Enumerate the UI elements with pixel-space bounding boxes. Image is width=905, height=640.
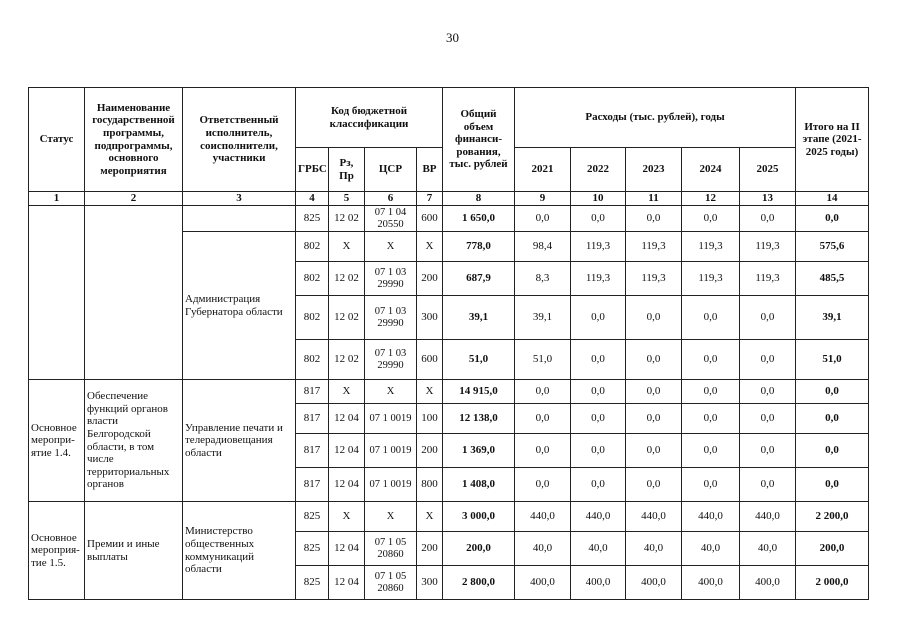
header-expenses: Расходы (тыс. рублей), годы [515,88,796,148]
column-number-12: 12 [682,192,740,206]
cell-year-2024: 0,0 [682,468,740,502]
cell-year-2024: 400,0 [682,566,740,600]
row-responsible: Управление печати и телерадиовещания области [183,380,296,502]
cell-csr: 07 1 03 29990 [365,340,417,380]
cell-year-2025: 0,0 [740,434,796,468]
cell-year-2022: 440,0 [571,502,626,532]
cell-total: 778,0 [443,232,515,262]
cell-year-2022: 119,3 [571,232,626,262]
cell-grbs: 825 [296,502,329,532]
table-body [29,192,869,600]
cell-vr: 200 [417,262,443,296]
cell-year-2023: 0,0 [626,380,682,404]
row-status: Основное меропри-ятие 1.4. [29,380,85,502]
cell-csr: 07 1 05 20860 [365,532,417,566]
cell-grbs: 825 [296,532,329,566]
cell-stage-total: 51,0 [796,340,869,380]
cell-year-2022: 119,3 [571,262,626,296]
row-name [85,206,183,380]
column-number-10: 10 [571,192,626,206]
cell-year-2021: 440,0 [515,502,571,532]
header-responsible: Ответственный исполнитель, соисполнители, участники [183,88,296,192]
cell-vr: 300 [417,566,443,600]
cell-stage-total: 0,0 [796,404,869,434]
cell-year-2021: 0,0 [515,434,571,468]
column-number-8: 8 [443,192,515,206]
cell-year-2025: 0,0 [740,206,796,232]
cell-year-2024: 0,0 [682,404,740,434]
cell-year-2025: 40,0 [740,532,796,566]
cell-grbs: 802 [296,340,329,380]
cell-vr: 600 [417,206,443,232]
cell-rz-pr: 12 04 [329,434,365,468]
cell-vr: 300 [417,296,443,340]
cell-year-2023: 0,0 [626,340,682,380]
column-number-2: 2 [85,192,183,206]
column-number-11: 11 [626,192,682,206]
cell-csr: 07 1 0019 [365,434,417,468]
cell-year-2024: 119,3 [682,262,740,296]
column-number-9: 9 [515,192,571,206]
cell-year-2021: 0,0 [515,468,571,502]
cell-year-2023: 0,0 [626,206,682,232]
cell-grbs: 817 [296,434,329,468]
cell-rz-pr: 12 04 [329,468,365,502]
cell-year-2025: 0,0 [740,468,796,502]
cell-vr: 200 [417,434,443,468]
cell-year-2023: 0,0 [626,296,682,340]
cell-year-2025: 440,0 [740,502,796,532]
cell-stage-total: 2 200,0 [796,502,869,532]
cell-total: 200,0 [443,532,515,566]
cell-year-2023: 40,0 [626,532,682,566]
cell-year-2022: 0,0 [571,404,626,434]
cell-year-2024: 0,0 [682,296,740,340]
cell-year-2024: 119,3 [682,232,740,262]
column-number-7: 7 [417,192,443,206]
cell-year-2024: 0,0 [682,434,740,468]
cell-grbs: 817 [296,468,329,502]
cell-rz-pr: 12 04 [329,566,365,600]
cell-csr: Х [365,232,417,262]
cell-vr: 200 [417,532,443,566]
cell-vr: 100 [417,404,443,434]
cell-stage-total: 0,0 [796,206,869,232]
header-status: Статус [29,88,85,192]
cell-year-2022: 0,0 [571,340,626,380]
cell-total: 2 800,0 [443,566,515,600]
cell-csr: 07 1 0019 [365,404,417,434]
cell-rz-pr: 12 04 [329,532,365,566]
column-number-6: 6 [365,192,417,206]
header-grbs: ГРБС [296,148,329,192]
cell-stage-total: 485,5 [796,262,869,296]
cell-year-2022: 40,0 [571,532,626,566]
cell-year-2023: 0,0 [626,404,682,434]
cell-rz-pr: 12 02 [329,340,365,380]
cell-rz-pr: Х [329,232,365,262]
header-vr: ВР [417,148,443,192]
cell-year-2021: 51,0 [515,340,571,380]
cell-total: 51,0 [443,340,515,380]
cell-csr: 07 1 05 20860 [365,566,417,600]
header-year-2023: 2023 [626,148,682,192]
cell-rz-pr: 12 02 [329,206,365,232]
cell-rz-pr: 12 02 [329,296,365,340]
row-name: Премии и иные выплаты [85,502,183,600]
cell-year-2025: 119,3 [740,232,796,262]
row-status: Основное мероприя-тие 1.5. [29,502,85,600]
cell-total: 1 369,0 [443,434,515,468]
header-year-2024: 2024 [682,148,740,192]
cell-year-2022: 0,0 [571,380,626,404]
row-status [29,206,85,380]
cell-vr: Х [417,232,443,262]
header-csr: ЦСР [365,148,417,192]
cell-year-2021: 0,0 [515,380,571,404]
budget-table [28,87,869,600]
cell-grbs: 802 [296,262,329,296]
cell-stage-total: 200,0 [796,532,869,566]
cell-total: 1 408,0 [443,468,515,502]
cell-csr: Х [365,380,417,404]
cell-grbs: 825 [296,206,329,232]
cell-total: 14 915,0 [443,380,515,404]
column-number-13: 13 [740,192,796,206]
column-number-3: 3 [183,192,296,206]
cell-year-2023: 119,3 [626,262,682,296]
table-row [29,502,869,532]
row-responsible: Администрация Губернатора области [183,232,296,380]
cell-year-2023: 0,0 [626,468,682,502]
cell-vr: Х [417,502,443,532]
cell-grbs: 825 [296,566,329,600]
cell-stage-total: 0,0 [796,468,869,502]
column-number-1: 1 [29,192,85,206]
header-stage-total: Итого на II этапе (2021-2025 годы) [796,88,869,192]
cell-year-2023: 119,3 [626,232,682,262]
cell-rz-pr: Х [329,380,365,404]
cell-year-2021: 8,3 [515,262,571,296]
cell-rz-pr: Х [329,502,365,532]
cell-year-2023: 440,0 [626,502,682,532]
cell-csr: Х [365,502,417,532]
cell-grbs: 817 [296,404,329,434]
column-number-5: 5 [329,192,365,206]
header-year-2025: 2025 [740,148,796,192]
header-budget-code: Код бюджетной классификации [296,88,443,148]
cell-csr: 07 1 03 29990 [365,262,417,296]
cell-year-2022: 0,0 [571,434,626,468]
header-year-2022: 2022 [571,148,626,192]
cell-total: 3 000,0 [443,502,515,532]
column-number-row [29,192,869,206]
cell-year-2025: 0,0 [740,404,796,434]
header-total: Общий объем финанси-рования, тыс. рублей [443,88,515,192]
header-year-2021: 2021 [515,148,571,192]
cell-year-2022: 0,0 [571,296,626,340]
cell-year-2025: 0,0 [740,380,796,404]
cell-stage-total: 0,0 [796,434,869,468]
column-number-14: 14 [796,192,869,206]
cell-vr: 800 [417,468,443,502]
table-row [29,380,869,404]
cell-year-2021: 0,0 [515,404,571,434]
cell-stage-total: 2 000,0 [796,566,869,600]
row-responsible: Министерство общественных коммуникаций области [183,502,296,600]
cell-year-2025: 400,0 [740,566,796,600]
cell-year-2022: 400,0 [571,566,626,600]
cell-rz-pr: 12 04 [329,404,365,434]
cell-stage-total: 575,6 [796,232,869,262]
cell-grbs: 802 [296,296,329,340]
cell-total: 687,9 [443,262,515,296]
cell-csr: 07 1 04 20550 [365,206,417,232]
cell-year-2021: 39,1 [515,296,571,340]
cell-year-2025: 0,0 [740,296,796,340]
cell-year-2021: 98,4 [515,232,571,262]
cell-vr: 600 [417,340,443,380]
page-number: 30 [446,30,459,45]
cell-total: 1 650,0 [443,206,515,232]
cell-rz-pr: 12 02 [329,262,365,296]
cell-stage-total: 39,1 [796,296,869,340]
cell-year-2024: 0,0 [682,340,740,380]
cell-year-2022: 0,0 [571,468,626,502]
row-name: Обеспечение функций органов власти Белгородской области, в том числе территориальных органов [85,380,183,502]
cell-year-2023: 400,0 [626,566,682,600]
cell-vr: Х [417,380,443,404]
cell-grbs: 802 [296,232,329,262]
row-responsible [183,206,296,232]
cell-year-2025: 0,0 [740,340,796,380]
cell-total: 12 138,0 [443,404,515,434]
column-number-4: 4 [296,192,329,206]
cell-total: 39,1 [443,296,515,340]
table-row [29,206,869,232]
cell-stage-total: 0,0 [796,380,869,404]
cell-year-2021: 0,0 [515,206,571,232]
cell-grbs: 817 [296,380,329,404]
cell-year-2024: 0,0 [682,380,740,404]
cell-year-2025: 119,3 [740,262,796,296]
cell-year-2024: 40,0 [682,532,740,566]
cell-year-2024: 0,0 [682,206,740,232]
cell-year-2021: 400,0 [515,566,571,600]
header-rz-pr: Рз, Пр [329,148,365,192]
header-name: Наименование государственной программы, подпрограммы, основного мероприятия [85,88,183,192]
cell-year-2023: 0,0 [626,434,682,468]
cell-csr: 07 1 03 29990 [365,296,417,340]
cell-csr: 07 1 0019 [365,468,417,502]
cell-year-2022: 0,0 [571,206,626,232]
cell-year-2024: 440,0 [682,502,740,532]
cell-year-2021: 40,0 [515,532,571,566]
